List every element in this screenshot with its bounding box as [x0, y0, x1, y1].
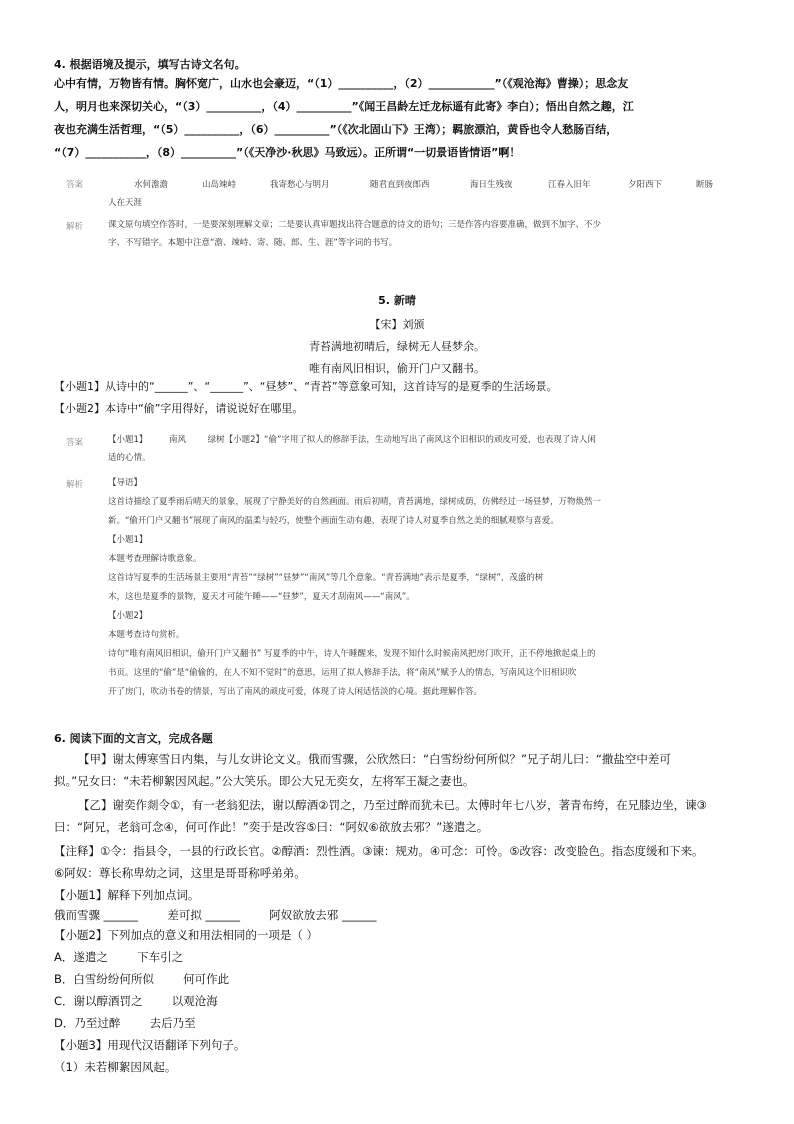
passage-jia	[54, 748, 671, 792]
q5-subquestion-1: 【小题1】从诗中的“______”、“______”、“昼梦”、“青苔”等意象可知，这首诗写的是夏季的生活场景。	[54, 380, 558, 393]
q4-line-1: 心中有情，万物皆有情。胸怀宽广，山水也会豪迈，“（1）__________，（2）____________”（《观沧海》曹操）；思念友	[54, 77, 629, 90]
question-4-text	[54, 72, 744, 164]
q4-answer-5: 海日生残夜	[470, 180, 513, 190]
q5-analysis-line: 木，这也是夏季的景物，夏天才可能午睡——“昼梦”，夏天才刮南风——“南风”。	[108, 592, 415, 602]
q4-answer-8: 断肠	[696, 180, 714, 190]
question-5-title: 5. 新晴	[378, 294, 416, 307]
notes-line: 【注释】①令：指县令，一县的行政长官。②醇酒：烈性酒。③谏：规劝。④可念：可怜。⑤改容：改变脸色。指态度缓和下来。	[54, 844, 704, 858]
q5-analysis-line: 诗句“唯有南风旧相识，偷开门户又翻书” 写夏季的中午，诗人午睡醒来，发现不知什么时候南风把房门吹开，正不停地掀起桌上的	[108, 649, 596, 659]
q4-answer-4: 随君直到夜郎西	[370, 180, 430, 190]
q5-analysis-line: 【导语】	[108, 478, 143, 488]
q6-subquestion-3: 【小题3】用现代汉语翻译下列句子。	[54, 1038, 246, 1052]
passage-yi-line: 曰：“阿兄，老翁可念④，何可作此！”奕于是改容⑤曰：“阿奴⑥欲放去邪？”遂遣之。	[54, 820, 489, 834]
poem-line-1: 青苔满地初晴后，绿树无人昼梦余。	[309, 340, 485, 353]
q5-analysis-line: 开了房门，吹动书卷的情景，写出了南风的顽皮可爱，体现了诗人闲适恬淡的心境。据此理解作答。	[108, 687, 483, 697]
q5-analysis-line: 本题考查理解诗歌意象。	[108, 554, 202, 564]
passage-yi-line: 【乙】谢奕作剡令①，有一老翁犯法，谢以醇酒②罚之，乃至过醉而犹未已。太傅时年七八岁，著青布绔，在兄膝边坐，谏③	[78, 798, 707, 812]
q5-subquestion-2: 【小题2】本诗中“偷”字用得好，请说说好在哪里。	[54, 402, 304, 415]
q4-answer-3: 我寄愁心与明月	[270, 180, 330, 190]
q6-subquestion-1-items: 俄而雪骤 ______ 差可拟 ______ 阿奴欲放去邪 ______	[54, 908, 377, 922]
q4-line-3: 夜也充满生活哲理，“（5）__________，（6）__________”（《次北固山下》王湾）；羁旅漂泊，黄昏也令人愁肠百结，	[54, 123, 618, 136]
passage-jia-line: 拟。”兄女曰：“未若柳絮因风起。”公大笑乐。即公大兄无奕女，左将军王凝之妻也。	[54, 774, 475, 788]
q5-analysis-line: 新。“偷开门户又翻书”展现了南风的温柔与轻巧，使整个画面生动有趣，表现了诗人对夏季自然之美的细腻观察与喜爱。	[108, 516, 559, 526]
q6-subquestion-2: 【小题2】下列加点的意义和用法相同的一项是（ ）	[54, 928, 318, 942]
q5-answer-line: 【小题1】 南风 绿树【小题2】“偷”字用了拟人的修辞手法，生动地写出了南风这个旧相识的顽皮可爱，也表现了诗人闲	[108, 435, 596, 445]
q4-analysis	[108, 216, 748, 252]
q5-analysis-line: 这首诗写夏季的生活场景主要用“青苔”“绿树”“昼梦”“南风”等几个意象。“青苔满地”表示是夏季，“绿树”，茂盛的树	[108, 573, 544, 583]
passage-jia-line: 【甲】谢太傅寒雪日内集，与儿女讲论文义。俄而雪骤，公欣然曰：“白雪纷纷何所似？”兄子胡儿曰：“撒盐空中差可	[78, 752, 671, 766]
q4-answer-2: 山岛竦峙	[202, 180, 237, 190]
option-a: A．遂遣之 下车引之	[54, 950, 184, 964]
q5-analysis-line: 这首诗描绘了夏季雨后晴天的景象，展现了宁静美好的自然画面。雨后初晴，青苔满地，绿树成荫，仿佛经过一场昼梦，万物焕然一	[108, 497, 602, 507]
question-4-title: 4. 根据语境及提示，填写古诗文名句。	[54, 58, 246, 71]
option-c: C．谢以醇酒罚之 以观沧海	[54, 994, 218, 1008]
poem-line-2: 唯有南风旧相识，偷开门户又翻书。	[309, 362, 485, 375]
q5-answer	[108, 431, 758, 467]
q5-answer-line: 适的心情。	[108, 453, 151, 463]
passage-yi	[54, 794, 707, 838]
poem-author: 【宋】刘颁	[369, 318, 425, 331]
q4-answer-tag: 答案	[66, 180, 84, 190]
q6-subquestion-1: 【小题1】解释下列加点词。	[54, 888, 200, 902]
q5-analysis-line: 【小题1】	[108, 535, 148, 545]
q4-answer-6: 江春入旧年	[548, 180, 591, 190]
q4-analysis-tag: 解析	[66, 222, 84, 232]
question-6-title: 6. 阅读下面的文言文，完成各题	[54, 732, 213, 745]
q5-analysis-line: 本题考查诗句赏析。	[108, 630, 185, 640]
q5-analysis	[108, 474, 758, 702]
q5-analysis-line: 【小题2】	[108, 611, 148, 621]
passage-notes	[54, 840, 704, 884]
q4-analysis-line: 课文原句填空作答时，一是要深刻理解文章；二是要认真审题找出符合题意的诗文的语句；三是作答内容要准确，做到不加字、不少	[108, 220, 602, 230]
q6-subquestion-3-item-1: （1）未若柳絮因风起。	[54, 1060, 177, 1074]
q4-answer-7: 夕阳西下	[628, 180, 663, 190]
q4-line-2: 人，明月也来深切关心，“（3）__________，（4）__________”《闻王昌龄左迁龙标遥有此寄》李白）；悟出自然之趣，江	[54, 100, 634, 113]
notes-line: ⑥阿奴：尊长称卑幼之词，这里是哥哥称呼弟弟。	[54, 866, 306, 880]
q5-answer-tag: 答案	[66, 438, 84, 448]
q4-analysis-line: 字、不写错字。本题中注意“澹、竦峙、寄、随、郎、生、涯”等字词的书写。	[108, 238, 398, 248]
option-b: B．白雪纷纷何所似 何可作此	[54, 972, 230, 986]
q5-analysis-line: 书页。这里的“偷”是“偷偷的，在人不知不觉时”的意思，运用了拟人修辞手法，将“南风”赋予人的情态，写南风这个旧相识吹	[108, 668, 577, 678]
q4-answer-9: 人在天涯	[108, 198, 143, 208]
q4-line-4: “（7）___________，（8）__________”（《天净沙·秋思》马致远）。正所谓“一切景语皆情语”啊！	[54, 146, 521, 159]
q5-analysis-tag: 解析	[66, 480, 84, 490]
option-d: D．乃至过醉 去后乃至	[54, 1016, 196, 1030]
q4-answer-1: 水何澹澹	[134, 180, 169, 190]
